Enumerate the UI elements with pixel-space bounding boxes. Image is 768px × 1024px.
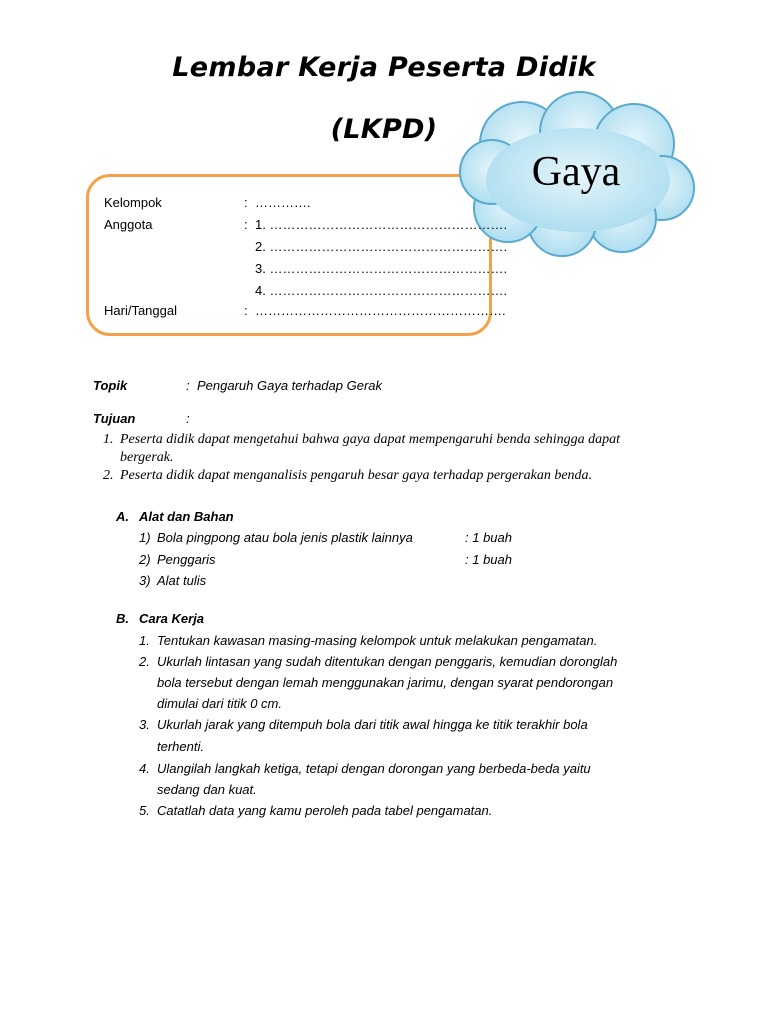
identity-value[interactable]: …………………………………………………. (255, 303, 506, 318)
alat-quantity: : 1 buah (465, 530, 512, 545)
step-number: 2. (139, 654, 150, 669)
alat-quantity: : 1 buah (465, 552, 512, 567)
tujuan-colon: : (186, 411, 190, 426)
section-a-heading: Alat dan Bahan (139, 509, 234, 524)
step-line: Tentukan kawasan masing-masing kelompok untuk melakukan pengamatan. (157, 633, 598, 648)
identity-value[interactable]: 1. ………………………………………………. (255, 217, 508, 232)
step-line: bola tersebut dengan lemah menggunakan jarimu, dengan syarat pendorongan (157, 675, 614, 690)
alat-number: 3) (139, 573, 151, 588)
title-line-2: (LKPD) (330, 114, 438, 145)
identity-colon: : (244, 195, 248, 210)
section-b-letter: B. (116, 611, 129, 626)
step-line: Ukurlah jarak yang ditempuh bola dari titik awal hingga ke titik terakhir bola (157, 717, 588, 732)
identity-value[interactable]: 4. ………………………………………………. (255, 283, 508, 298)
identity-value[interactable]: …………. (255, 195, 311, 210)
tujuan-label: Tujuan (93, 411, 136, 426)
identity-label: Anggota (104, 217, 153, 232)
alat-number: 2) (139, 552, 151, 567)
cloud-label: Gaya (531, 149, 621, 195)
tujuan-item-line: Peserta didik dapat menganalisis pengaruh besar gaya terhadap pergerakan benda. (120, 468, 593, 483)
step-number: 4. (139, 761, 150, 776)
section-a-letter: A. (116, 509, 129, 524)
step-number: 3. (139, 717, 150, 732)
tujuan-item-line: bergerak. (120, 450, 174, 465)
identity-value[interactable]: 2. ………………………………………………. (255, 239, 508, 254)
alat-item: Alat tulis (157, 573, 207, 588)
identity-colon: : (244, 217, 248, 232)
step-line: terhenti. (157, 739, 204, 754)
alat-item: Bola pingpong atau bola jenis plastik lainnya (157, 530, 413, 545)
identity-value[interactable]: 3. ………………………………………………. (255, 261, 508, 276)
tujuan-item-line: Peserta didik dapat mengetahui bahwa gaya dapat mempengaruhi benda sehingga dapat (120, 432, 621, 447)
tujuan-number: 1. (103, 432, 114, 447)
step-line: sedang dan kuat. (157, 782, 257, 797)
topik-colon: : (186, 378, 190, 393)
identity-label: Kelompok (104, 195, 162, 210)
tujuan-number: 2. (103, 468, 114, 483)
step-number: 5. (139, 803, 150, 818)
topik-label: Topik (93, 378, 128, 393)
step-line: dimulai dari titik 0 cm. (157, 696, 282, 711)
identity-label: Hari/Tanggal (104, 303, 177, 318)
step-line: Catatlah data yang kamu peroleh pada tabel pengamatan. (157, 803, 493, 818)
step-line: Ukurlah lintasan yang sudah ditentukan dengan penggaris, kemudian doronglah (157, 654, 618, 669)
section-b-heading: Cara Kerja (139, 611, 205, 626)
title-line-1: Lembar Kerja Peserta Didik (172, 52, 596, 83)
identity-colon: : (244, 303, 248, 318)
topik-value: Pengaruh Gaya terhadap Gerak (197, 378, 383, 393)
alat-number: 1) (139, 530, 151, 545)
step-number: 1. (139, 633, 150, 648)
step-line: Ulangilah langkah ketiga, tetapi dengan dorongan yang berbeda-beda yaitu (157, 761, 591, 776)
alat-item: Penggaris (157, 552, 216, 567)
